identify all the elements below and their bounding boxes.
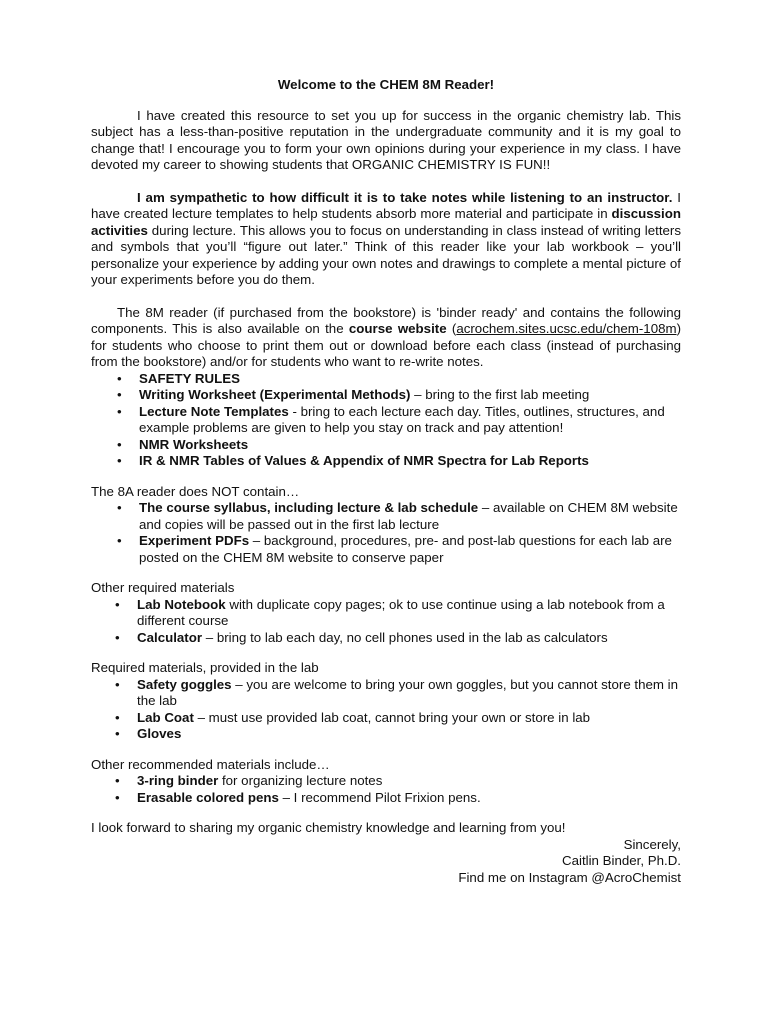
intro-paragraph: I have created this resource to set you up for success in the organic chemistry lab. This subject has a less-than-positive reputation in the undergraduate community and it is my goal to change that! I encourage you to form your own opinions during your experience in my class. I have devoted my career to showing students that ORGANIC CHEMISTRY IS FUN!! xyxy=(91,107,681,172)
not-contain-list xyxy=(117,500,681,566)
reader-letter xyxy=(91,77,681,886)
list-item: • Writing Worksheet (Experimental Methods) – bring to the first lab meeting xyxy=(117,387,681,404)
notes-text-a: I have created lecture templates to help students absorb more material and participate in xyxy=(91,189,681,221)
signoff-instagram: Find me on Instagram @AcroChemist xyxy=(458,869,681,885)
list-item: • NMR Worksheets xyxy=(117,437,681,454)
list-item: • IR & NMR Tables of Values & Appendix of NMR Spectra for Lab Reports xyxy=(117,453,681,470)
course-website-link[interactable]: acrochem.sites.ucsc.edu/chem-108m xyxy=(456,321,677,336)
signoff-name: Caitlin Binder, Ph.D. xyxy=(562,853,681,868)
notes-bold-mid: discussion activities xyxy=(91,206,681,238)
page-title: Welcome to the CHEM 8M Reader! xyxy=(277,77,495,92)
list-item: • Experiment PDFs – background, procedures, pre- and post-lab questions for each lab are posted on the CHEM 8M website to conserve paper xyxy=(117,533,681,566)
list-item: • Lab Coat – must use provided lab coat, cannot bring your own or store in lab xyxy=(115,710,681,727)
notes-paragraph xyxy=(91,190,681,289)
recommended-heading: Other recommended materials include… xyxy=(91,756,330,772)
signoff-sincerely: Sincerely, xyxy=(623,836,681,852)
list-item: • SAFETY RULES xyxy=(117,371,681,388)
other-required-heading: Other required materials xyxy=(91,580,235,595)
recommended-list xyxy=(115,773,681,806)
closing-line: I look forward to sharing my organic chemistry knowledge and learning from you! xyxy=(91,820,566,835)
provided-heading: Required materials, provided in the lab xyxy=(91,660,319,675)
notes-bold-lead: I am sympathetic to how difficult it is to take notes while listening to an instructor. xyxy=(137,189,673,205)
list-item: • Calculator – bring to lab each day, no cell phones used in the lab as calculators xyxy=(115,630,681,647)
reader-text-b: ( xyxy=(446,321,457,336)
list-item: • Erasable colored pens – I recommend Pilot Frixion pens. xyxy=(115,790,681,807)
provided-list xyxy=(115,677,681,743)
list-item: • Gloves xyxy=(115,726,681,743)
reader-components-list xyxy=(117,371,681,470)
list-item: • Lecture Note Templates - bring to each lecture each day. Titles, outlines, structures, and example problems are given to help you stay on track and pay attention! xyxy=(117,404,681,437)
list-item: • The course syllabus, including lecture & lab schedule – available on CHEM 8M website and copies will be passed out in the first lab lecture xyxy=(117,500,681,533)
reader-text-c: ) for students who choose to print them out or download before each class (instead of purchasing from the bookstore) and/or for students who want to re-write notes. xyxy=(91,321,681,369)
other-required-list xyxy=(115,597,681,647)
reader-paragraph xyxy=(91,305,681,371)
reader-text-a: The 8M reader (if purchased from the bookstore) is 'binder ready' and contains the following components. This is also available on the xyxy=(91,304,681,336)
list-item: • Safety goggles – you are welcome to bring your own goggles, but you cannot store them in the lab xyxy=(115,677,681,710)
list-item: • Lab Notebook with duplicate copy pages; ok to use continue using a lab notebook from a different course xyxy=(115,597,681,630)
list-item: • 3-ring binder for organizing lecture notes xyxy=(115,773,681,790)
course-website-label: course website xyxy=(348,321,447,336)
notes-text-b: during lecture. This allows you to focus on understanding in class instead of writing letters and symbols that you’ll “figure out later.” Think of this reader like your lab workbook – you’ll personalize your experience by adding your own notes and drawings to complete a mental picture of your experiments before you do them. xyxy=(91,222,681,287)
not-contain-heading: The 8A reader does NOT contain… xyxy=(91,483,300,499)
